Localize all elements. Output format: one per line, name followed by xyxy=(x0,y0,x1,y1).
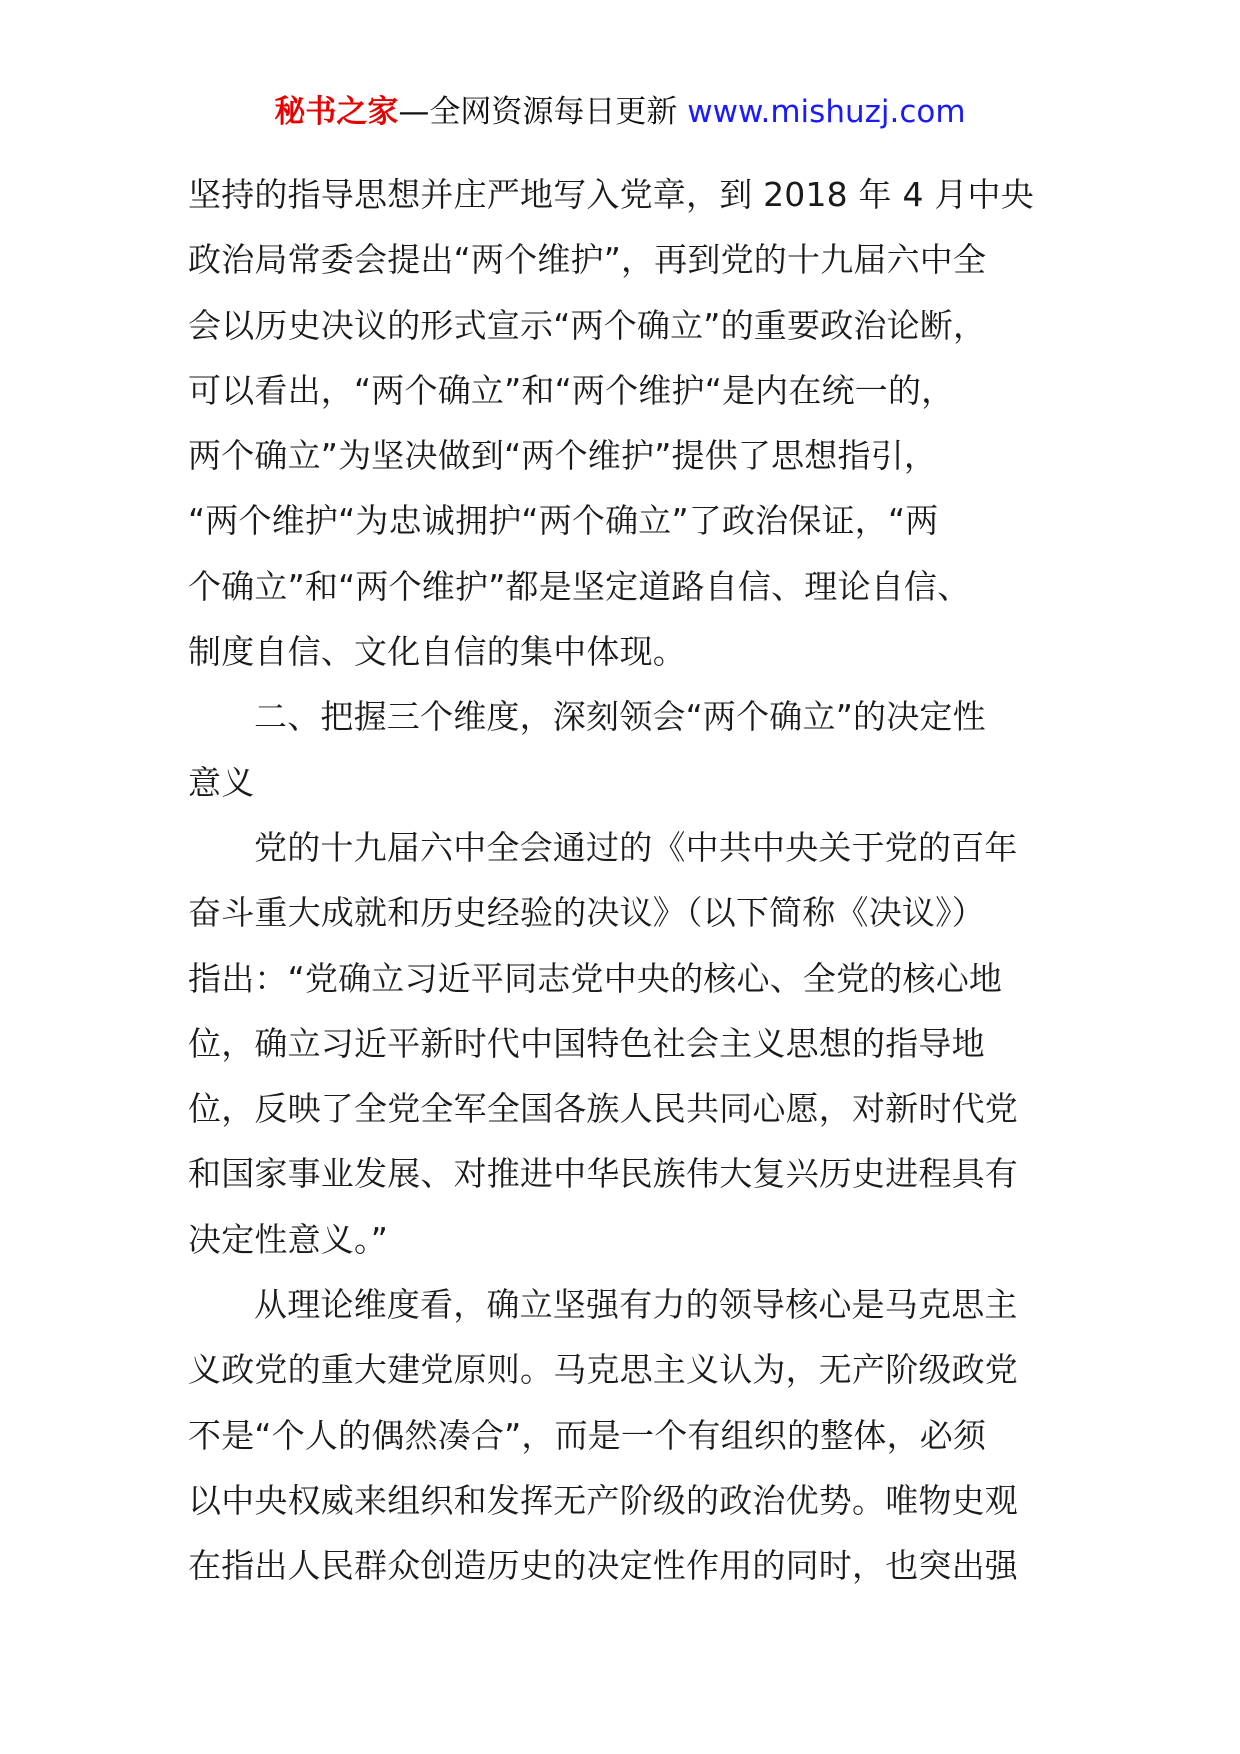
text-line: 制度自信、文化自信的集中体现。 xyxy=(188,632,686,672)
page-header xyxy=(0,90,1240,134)
text-line: 坚持的指导思想并庄严地写入党章，到 2018 年 4 月中央 xyxy=(188,175,1034,214)
text-line: 决定性意义。” xyxy=(188,1219,388,1259)
paragraph-start: 从理论维度看，确立坚强有力的领导核心是马克思主 xyxy=(254,1285,1018,1325)
text-line: 政治局常委会提出“两个维护”，再到党的十九届六中全 xyxy=(188,240,987,280)
text-line: 奋斗重大成就和历史经验的决议》（以下简称《决议》） xyxy=(188,893,985,933)
text-line: 两个确立”为坚决做到“两个维护”提供了思想指引， xyxy=(188,436,938,476)
text-line: 义政党的重大建党原则。马克思主义认为，无产阶级政党 xyxy=(188,1350,1018,1390)
site-brand: 秘书之家 xyxy=(274,94,399,130)
text-line: 在指出人民群众创造历史的决定性作用的同时，也突出强 xyxy=(188,1546,1018,1586)
section-heading: 二、把握三个维度，深刻领会“两个确立”的决定性 xyxy=(254,697,986,737)
paragraph-start: 党的十九届六中全会通过的《中共中央关于党的百年 xyxy=(254,827,1018,867)
text-line: 个确立”和“两个维护”都是坚定道路自信、理论自信、 xyxy=(188,566,971,606)
document-body xyxy=(188,162,1058,1599)
text-line: 位，确立习近平新时代中国特色社会主义思想的指导地 xyxy=(188,1023,985,1063)
text-line: 以中央权威来组织和发挥无产阶级的政治优势。唯物史观 xyxy=(188,1480,1018,1520)
text-line: 不是“个人的偶然凑合”，而是一个有组织的整体，必须 xyxy=(188,1415,987,1455)
site-tagline: —全网资源每日更新 xyxy=(398,94,678,130)
text-line: 位，反映了全党全军全国各族人民共同心愿，对新时代党 xyxy=(188,1089,1018,1129)
text-line: 和国家事业发展、对推进中华民族伟大复兴历史进程具有 xyxy=(188,1154,1018,1194)
text-line: “两个维护“为忠诚拥护“两个确立”了政治保证，“两 xyxy=(188,501,939,541)
text-line: 可以看出，“两个确立”和“两个维护“是内在统一的， xyxy=(188,370,955,410)
site-url-link[interactable]: www.mishuzj.com xyxy=(687,94,966,130)
text-line: 会以历史决议的形式宣示“两个确立”的重要政治论断， xyxy=(188,305,987,345)
section-heading-continued: 意义 xyxy=(188,762,255,802)
text-line: 指出：“党确立习近平同志党中央的核心、全党的核心地 xyxy=(188,958,1003,998)
